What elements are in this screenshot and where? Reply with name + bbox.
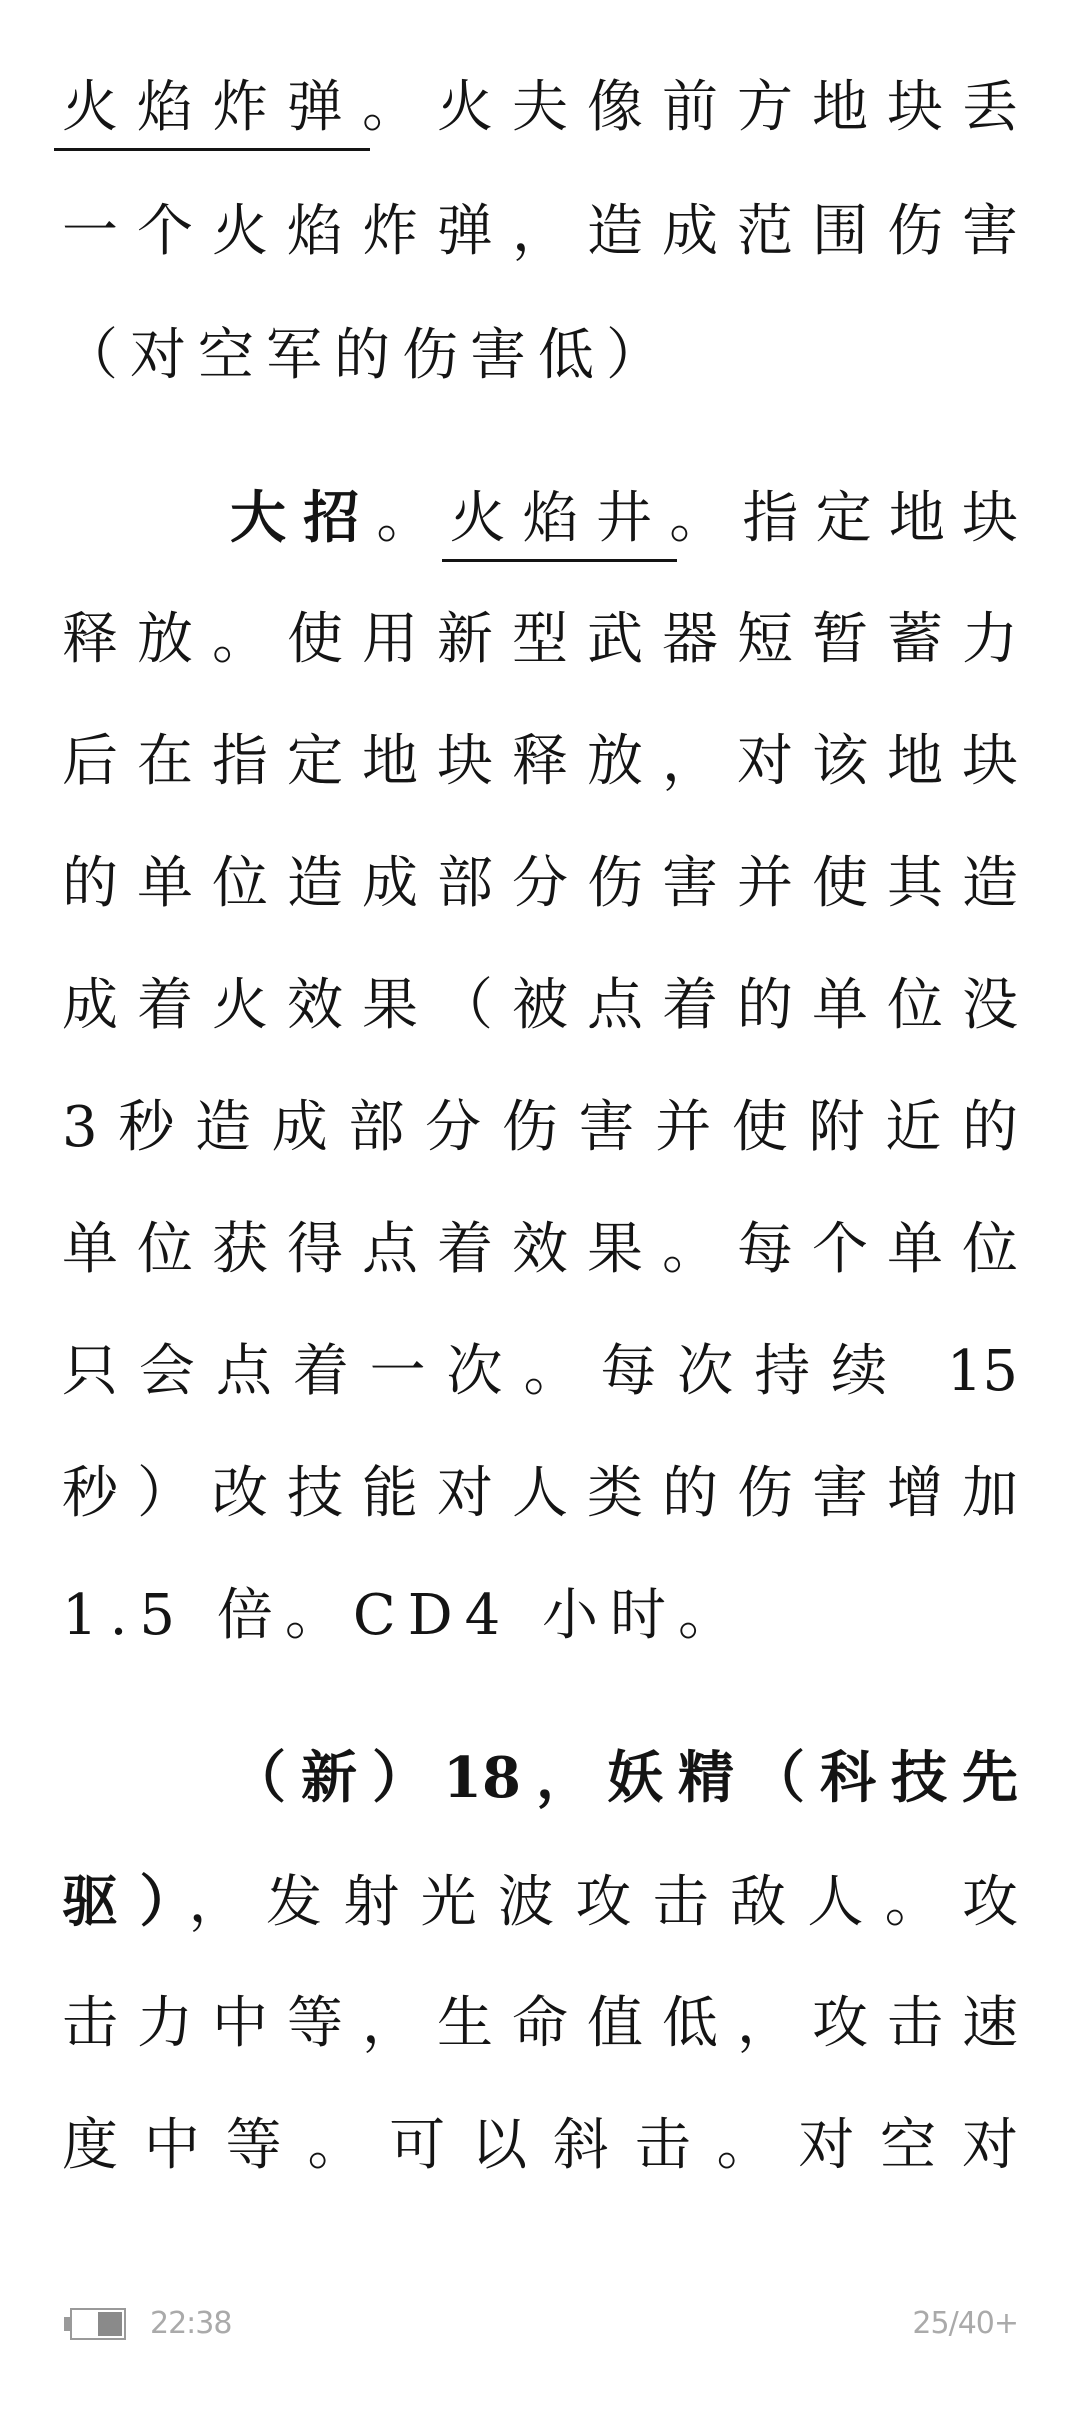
reader-status-bar (0, 2296, 1080, 2356)
text-line (62, 68, 1018, 148)
text-line: 3秒造成部分伤害并使附近的 (62, 1095, 1018, 1160)
text-run: 。指定地块 (669, 486, 1019, 551)
battery-icon (64, 2308, 128, 2340)
text-run: ，发射光波攻击敌人。攻 (188, 1870, 1019, 1935)
text-line: 只会点着一次。每次持续 15 (62, 1339, 1018, 1404)
underlined-term: 火焰井 (442, 486, 678, 562)
battery-level-fill (98, 2312, 122, 2336)
clock-time: 22:38 (150, 2306, 232, 2341)
text-line: 一个火焰炸弹，造成范围伤害 (62, 199, 1018, 264)
text-line: 击力中等，生命值低，攻击速 (62, 1991, 1018, 2056)
text-line: 度中等。可以斜击。对空对 (62, 2113, 1018, 2178)
underlined-term: 火焰炸弹 (54, 75, 370, 151)
section-heading-continued: 驱） (62, 1869, 189, 1935)
text-run: 。火夫像前方地块丢 (362, 75, 1018, 140)
section-heading: （新）18，妖精（科技先 (230, 1745, 1018, 1811)
text-line: 单位获得点着效果。每个单位 (62, 1217, 1018, 1282)
section-heading: 大招 (230, 485, 377, 551)
text-line: 后在指定地块释放，对该地块 (62, 729, 1018, 794)
text-line: 释放。使用新型武器短暂蓄力 (62, 607, 1018, 672)
page-indicator: 25/40+ (912, 2306, 1018, 2341)
text-line (230, 478, 1018, 558)
text-line: （对空军的伤害低） (62, 323, 674, 388)
text-line: 秒）改技能对人类的伤害增加 (62, 1461, 1018, 1526)
text-line: 的单位造成部分伤害并使其造 (62, 851, 1018, 916)
text-line: 1.5 倍。CD4 小时。 (62, 1583, 747, 1648)
text-line: 成着火效果（被点着的单位没 (62, 973, 1018, 1038)
text-line (62, 1862, 1018, 1942)
text-run: 。 (376, 486, 450, 551)
